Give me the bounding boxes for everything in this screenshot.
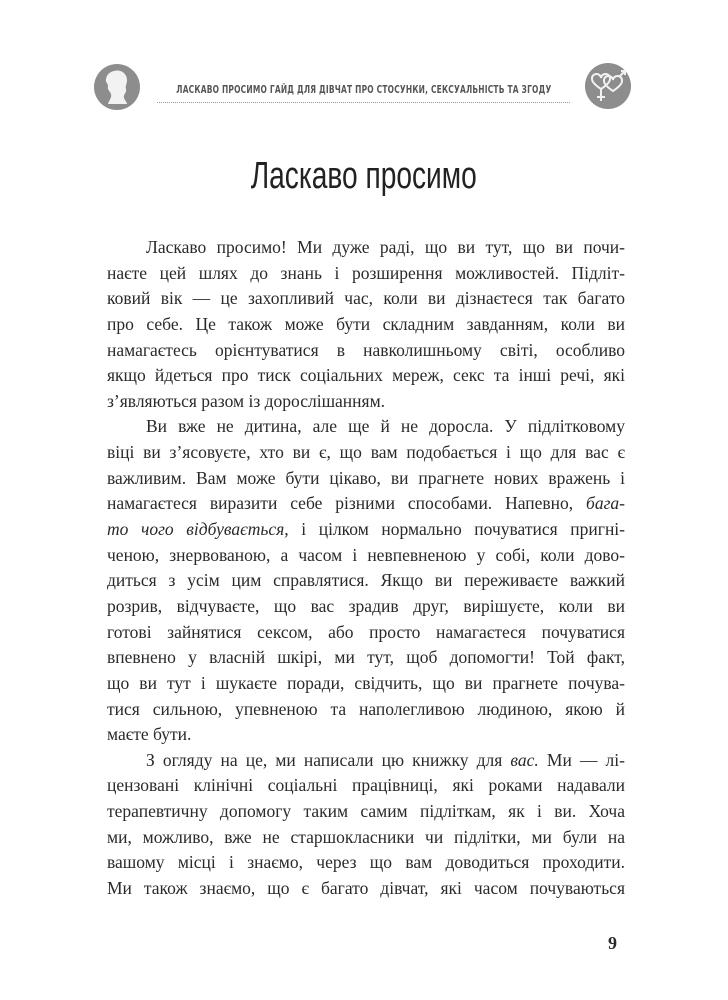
text-line bbox=[107, 697, 625, 723]
text-segment: готові зайнятися сексом, або просто намагаєтеся почуватися bbox=[107, 621, 625, 642]
text-segment: намагаєтеся виразити себе різними способами. Напевно, bbox=[107, 493, 587, 514]
text-line bbox=[107, 722, 625, 748]
text-line bbox=[107, 517, 625, 543]
text-line bbox=[107, 748, 625, 774]
text-segment: Ви вже не дитина, але ще й не доросла. У підлітковому bbox=[146, 416, 625, 437]
chapter-title-text: Ласкаво просимо bbox=[250, 155, 478, 197]
italic-text: то чого відбувається, bbox=[107, 519, 289, 540]
text-segment: З огляду на це, ми написали цю книжку для bbox=[146, 749, 511, 770]
text-line bbox=[107, 645, 625, 671]
text-line bbox=[107, 235, 625, 261]
text-segment: розрив, відчуваєте, що вас зрадив друг, вирішуєте, коли ви bbox=[107, 595, 625, 616]
text-line bbox=[107, 338, 625, 364]
text-segment: ченою, знервованою, а часом і невпевненою у собі, коли дово- bbox=[107, 544, 625, 565]
italic-text: бага- bbox=[586, 493, 625, 514]
text-line bbox=[107, 363, 625, 389]
running-header: ЛАСКАВО ПРОСИМО ГАЙД ДЛЯ ДІВЧАТ ПРО СТОСУНКИ, СЕКСУАЛЬНІСТЬ ТА ЗГОДУ bbox=[176, 83, 552, 96]
text-line bbox=[107, 876, 625, 902]
text-line bbox=[107, 594, 625, 620]
text-segment: якщо йдеться про тиск соціальних мереж, секс та інші речі, які bbox=[107, 365, 625, 386]
text-line bbox=[107, 671, 625, 697]
text-segment: важливим. Вам може бути цікаво, ви прагнете нових вражень і bbox=[107, 467, 625, 488]
text-line bbox=[107, 312, 625, 338]
text-segment: Ми також знаємо, що є багато дівчат, які часом почуваються bbox=[107, 878, 625, 899]
text-line bbox=[107, 491, 625, 517]
text-segment: про себе. Це також може бути складним завданням, коли ви bbox=[107, 313, 625, 334]
text-segment: диться з усім цим справлятися. Якщо ви переживаєте важкий bbox=[107, 570, 625, 591]
text-line bbox=[107, 825, 625, 851]
text-line bbox=[107, 389, 625, 415]
running-header-container bbox=[0, 80, 728, 98]
text-line bbox=[107, 440, 625, 466]
text-segment: і цілком нормально почуватися пригні- bbox=[288, 519, 625, 540]
page-number: 9 bbox=[608, 933, 617, 953]
text-segment: терапевтичну допомогу таким самим підліткам, як і ви. Хоча bbox=[107, 801, 625, 822]
text-line bbox=[107, 799, 625, 825]
text-segment: віці ви з’ясовуєте, хто ви є, що вам подобається і що для вас є bbox=[107, 442, 625, 463]
text-segment: Ласкаво просимо! Ми дуже раді, що ви тут, що ви почи- bbox=[146, 237, 625, 257]
text-line bbox=[107, 773, 625, 799]
text-segment: впевнено у власній шкірі, ми тут, щоб допомогти! Той факт, bbox=[107, 647, 625, 668]
header-divider bbox=[157, 102, 570, 103]
text-segment: з’являються разом із дорослішанням. bbox=[107, 390, 386, 411]
text-segment: наєте цей шлях до знань і розширення можливостей. Підліт- bbox=[107, 262, 625, 283]
text-line bbox=[107, 620, 625, 646]
text-segment: тися сильною, упевненою та наполегливою людиною, якою й bbox=[107, 698, 625, 719]
text-line bbox=[107, 414, 625, 440]
text-segment: цензовані клінічні соціальні працівниці, які роками надавали bbox=[107, 775, 625, 796]
text-line bbox=[107, 850, 625, 876]
body-text bbox=[107, 235, 625, 902]
chapter-title bbox=[0, 155, 728, 198]
italic-text: вас. bbox=[510, 749, 539, 770]
text-line bbox=[107, 568, 625, 594]
text-segment: маєте бути. bbox=[107, 724, 192, 745]
text-segment: Ми — лі- bbox=[538, 749, 625, 770]
text-segment: ковий вік — це захопливий час, коли ви дізнаєтеся так багато bbox=[107, 288, 625, 309]
text-line bbox=[107, 261, 625, 287]
text-segment: намагаєтесь орієнтуватися в навколишньому світі, особливо bbox=[107, 339, 625, 360]
text-line bbox=[107, 543, 625, 569]
text-segment: ми, можливо, вже не старшокласники чи підлітки, ми були на bbox=[107, 826, 625, 847]
text-line bbox=[107, 286, 625, 312]
text-line bbox=[107, 466, 625, 492]
text-segment: вашому місці і знаємо, через що вам доводиться проходити. bbox=[107, 852, 625, 873]
text-segment: що ви тут і шукаєте поради, свідчить, що ви прагнете почува- bbox=[107, 672, 625, 693]
